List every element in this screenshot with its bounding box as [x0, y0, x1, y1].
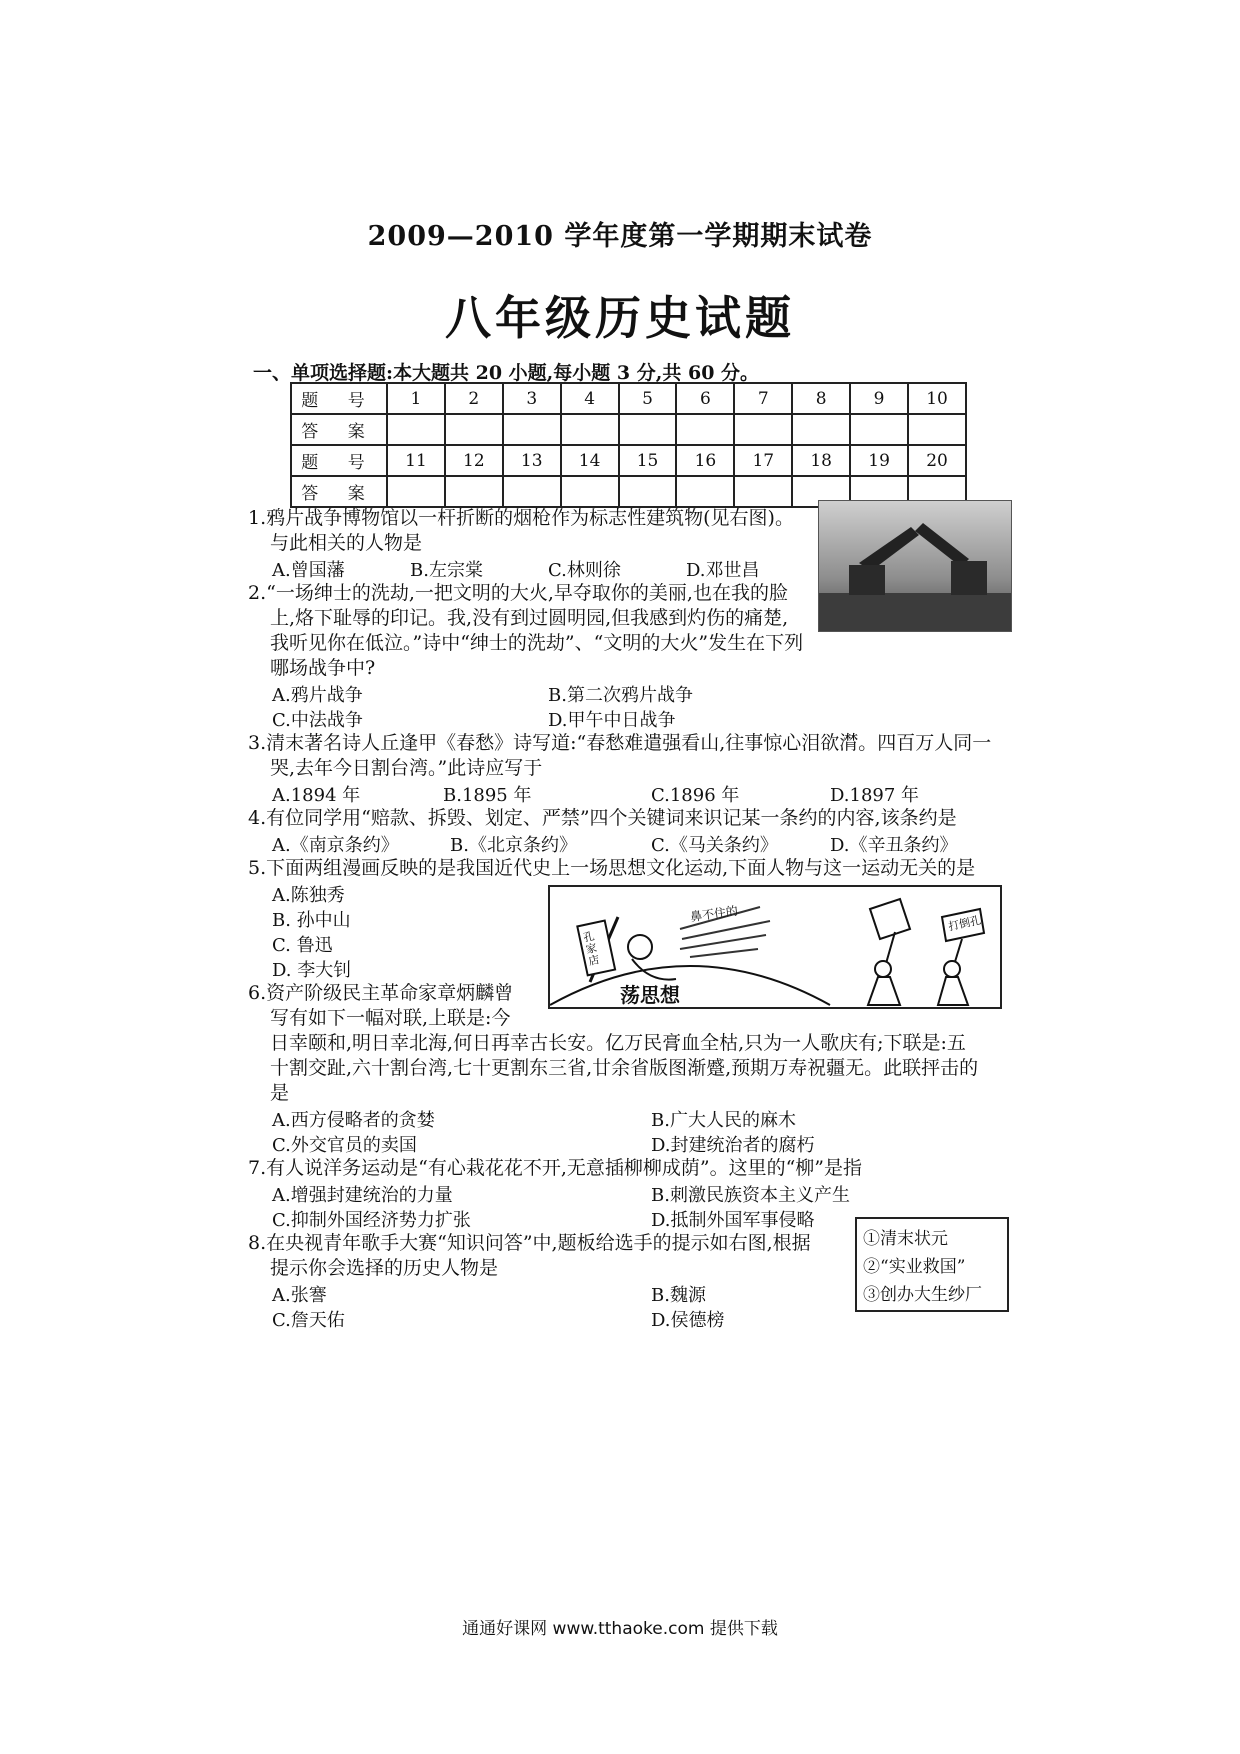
q6-option-b: B.广大人民的麻木 — [651, 1110, 796, 1131]
answer-cell[interactable] — [676, 414, 734, 445]
row-label-answer: 答 案 — [291, 414, 387, 445]
hint-item-3: ③创办大生纱厂 — [863, 1285, 982, 1305]
answer-cell[interactable] — [850, 414, 908, 445]
q2-option-b: B.第二次鸦片战争 — [548, 685, 693, 706]
answer-cell[interactable] — [734, 476, 792, 507]
question-number: 17 — [734, 445, 792, 476]
cartoon-banner-text: 鼻不住的 — [689, 903, 739, 925]
q6-option-d: D.封建统治者的腐朽 — [651, 1135, 815, 1156]
q8-option-d: D.侯德榜 — [651, 1310, 725, 1331]
hint-item-1: ①清末状元 — [863, 1229, 948, 1249]
question-6-line-3: 日幸颐和,明日幸北海,何日再幸古长安。亿万民膏血全枯,只为一人歌庆有;下联是:五 — [270, 1032, 966, 1054]
row-label-number: 题 号 — [291, 445, 387, 476]
q3-option-c: C.1896 年 — [651, 785, 740, 806]
q8-option-a: A.张謇 — [272, 1285, 327, 1306]
answer-cell[interactable] — [676, 476, 734, 507]
answer-cell[interactable] — [619, 476, 677, 507]
question-number: 3 — [503, 383, 561, 414]
q1-option-c: C.林则徐 — [548, 560, 621, 581]
question-number: 2 — [445, 383, 503, 414]
question-1-line-2: 与此相关的人物是 — [270, 532, 423, 554]
question-7-line-1: 7.有人说洋务运动是“有心栽花花不开,无意插柳柳成荫”。这里的“柳”是指 — [248, 1157, 863, 1179]
q3-option-a: A.1894 年 — [272, 785, 361, 806]
question-2-line-3: 我听见你在低泣。”诗中“绅士的洗劫”、“文明的大火”发生在下列 — [270, 632, 804, 654]
cartoon-flag-right: 打倒孔 — [947, 913, 983, 934]
footer-source: 通通好课网 www.tthaoke.com 提供下载 — [462, 1619, 778, 1639]
answer-cell[interactable] — [619, 414, 677, 445]
q3-option-b: B.1895 年 — [443, 785, 532, 806]
answer-cell[interactable] — [503, 414, 561, 445]
q1-option-a: A.曾国藩 — [272, 560, 345, 581]
answer-cell[interactable] — [387, 476, 445, 507]
q4-option-b: B.《北京条约》 — [450, 835, 577, 856]
q7-option-a: A.增强封建统治的力量 — [272, 1185, 453, 1206]
cartoon-caption: 荡思想 — [620, 983, 680, 1007]
q5-option-d: D. 李大钊 — [272, 960, 352, 981]
question-6-line-5: 是 — [270, 1082, 290, 1104]
table-row-answers-1 — [291, 414, 966, 445]
answer-cell[interactable] — [734, 414, 792, 445]
row-label-answer: 答 案 — [291, 476, 387, 507]
question-2-line-4: 哪场战争中? — [270, 657, 376, 679]
question-3-line-1: 3.清末著名诗人丘逢甲《春愁》诗写道:“春愁难遣强看山,往事惊心泪欲潸。四百万人同一 — [248, 732, 992, 754]
question-number: 11 — [387, 445, 445, 476]
q1-option-d: D.邓世昌 — [686, 560, 760, 581]
q7-option-c: C.抑制外国经济势力扩张 — [272, 1210, 471, 1231]
question-6-line-4: 十割交趾,六十割台湾,七十更割东三省,廿余省版图渐蹙,预期万寿祝疆无。此联抨击的 — [270, 1057, 979, 1079]
answer-cell[interactable] — [561, 414, 619, 445]
q4-option-a: A.《南京条约》 — [272, 835, 399, 856]
answer-cell[interactable] — [503, 476, 561, 507]
q6-option-a: A.西方侵略者的贪婪 — [272, 1110, 435, 1131]
question-6-line-2: 写有如下一幅对联,上联是:今 — [270, 1007, 511, 1029]
exam-subtitle: 2009—2010 学年度第一学期期末试卷 — [367, 221, 873, 252]
cartoon-drawing-icon — [550, 887, 1000, 1007]
question-number: 7 — [734, 383, 792, 414]
section-heading: 一、单项选择题:本大题共 20 小题,每小题 3 分,共 60 分。 — [253, 362, 760, 384]
answer-table — [290, 382, 967, 508]
page-title: 八年级历史试题 — [445, 291, 795, 345]
question-2-line-1: 2.“一场绅士的洗劫,一把文明的大火,早夺取你的美丽,也在我的脸 — [248, 582, 788, 604]
q2-option-d: D.甲午中日战争 — [548, 710, 676, 731]
question-number: 20 — [908, 445, 966, 476]
question-5-line-1: 5.下面两组漫画反映的是我国近代史上一场思想文化运动,下面人物与这一运动无关的是 — [248, 857, 976, 879]
question-number: 12 — [445, 445, 503, 476]
question-2-line-2: 上,烙下耻辱的印记。我,没有到过圆明园,但我感到灼伤的痛楚, — [270, 607, 789, 629]
question-8-line-1: 8.在央视青年歌手大赛“知识问答”中,题板给选手的提示如右图,根据 — [248, 1232, 811, 1254]
answer-cell[interactable] — [387, 414, 445, 445]
q8-option-c: C.詹天佑 — [272, 1310, 345, 1331]
q4-option-d: D.《辛丑条约》 — [830, 835, 958, 856]
question-number: 10 — [908, 383, 966, 414]
table-row-numbers-2 — [291, 445, 966, 476]
question-number: 13 — [503, 445, 561, 476]
q8-option-b: B.魏源 — [651, 1285, 706, 1306]
q1-option-b: B.左宗棠 — [410, 560, 483, 581]
question-number: 18 — [792, 445, 850, 476]
q3-option-d: D.1897 年 — [830, 785, 920, 806]
row-label-number: 题 号 — [291, 383, 387, 414]
q5-option-c: C. 鲁迅 — [272, 935, 333, 956]
answer-cell[interactable] — [445, 414, 503, 445]
question-3-line-2: 哭,去年今日割台湾。”此诗应写于 — [270, 757, 543, 779]
q2-option-a: A.鸦片战争 — [272, 685, 363, 706]
question-number: 9 — [850, 383, 908, 414]
question-number: 8 — [792, 383, 850, 414]
question-number: 14 — [561, 445, 619, 476]
question-number: 19 — [850, 445, 908, 476]
question-number: 6 — [676, 383, 734, 414]
answer-cell[interactable] — [445, 476, 503, 507]
new-culture-movement-cartoon — [548, 885, 1002, 1009]
question-number: 15 — [619, 445, 677, 476]
q5-option-a: A.陈独秀 — [272, 885, 345, 906]
question-6-line-1: 6.资产阶级民主革命家章炳麟曾 — [248, 982, 514, 1004]
q2-option-c: C.中法战争 — [272, 710, 363, 731]
q6-option-c: C.外交官员的卖国 — [272, 1135, 417, 1156]
answer-cell[interactable] — [561, 476, 619, 507]
question-number: 1 — [387, 383, 445, 414]
q5-option-b: B. 孙中山 — [272, 910, 351, 931]
question-4-line-1: 4.有位同学用“赔款、拆毁、划定、严禁”四个关键词来识记某一条约的内容,该条约是 — [248, 807, 957, 829]
question-number: 16 — [676, 445, 734, 476]
q4-option-c: C.《马关条约》 — [651, 835, 778, 856]
hint-board — [855, 1217, 1009, 1312]
question-8-line-2: 提示你会选择的历史人物是 — [270, 1257, 499, 1279]
answer-cell[interactable] — [908, 414, 966, 445]
question-number: 5 — [619, 383, 677, 414]
cartoon-flag-left: 孔家店 — [582, 929, 601, 969]
table-row-numbers-1 — [291, 383, 966, 414]
q7-option-d: D.抵制外国军事侵略 — [651, 1210, 815, 1231]
question-1-line-1: 1.鸦片战争博物馆以一杆折断的烟枪作为标志性建筑物(见右图)。 — [248, 507, 794, 529]
hint-item-2: ②“实业救国” — [863, 1257, 966, 1277]
opium-pipe-monument-photo — [818, 500, 1012, 632]
q7-option-b: B.刺激民族资本主义产生 — [651, 1185, 850, 1206]
broken-pipe-monument-icon — [819, 501, 1011, 631]
answer-cell[interactable] — [792, 414, 850, 445]
question-number: 4 — [561, 383, 619, 414]
